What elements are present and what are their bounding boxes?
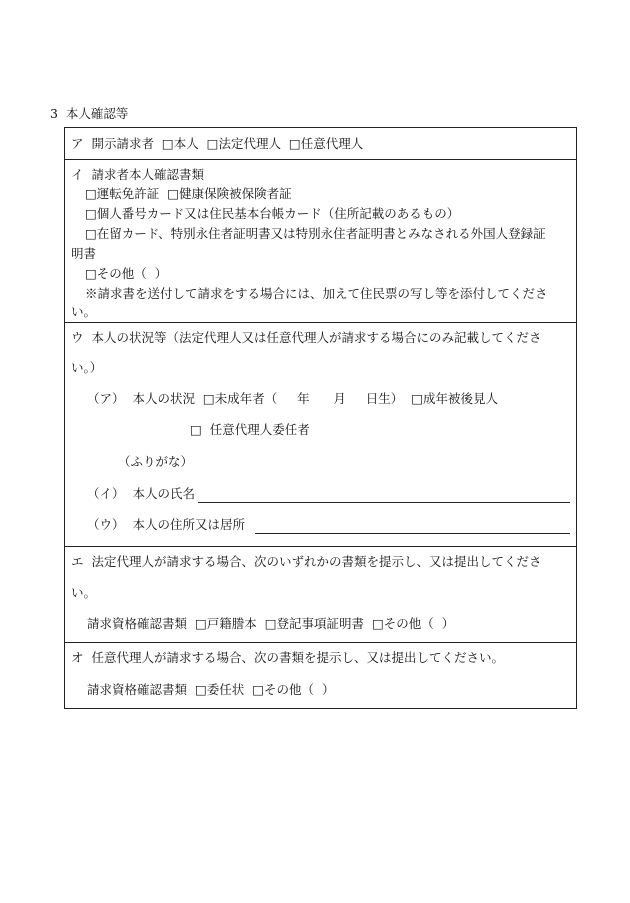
- requester-type-text: ア 開示請求者 □本人 □法定代理人 □任意代理人: [71, 136, 364, 151]
- voluntary-agent-row: [65, 643, 576, 708]
- person-status-line: （ア） 本人の状況 □未成年者（ 年 月 日生） □成年被後見人: [87, 391, 499, 406]
- person-address-label: （ウ） 本人の住所又は居所: [87, 517, 245, 532]
- voluntary-agent-docs: 請求資格確認書類 □委任状 □その他（ ）: [87, 682, 335, 697]
- legal-agent-heading-cont: い。: [71, 585, 97, 600]
- person-status-row: [65, 323, 576, 547]
- id-documents-row: [65, 160, 576, 323]
- identity-verification-table: [64, 127, 577, 709]
- legal-agent-docs: 請求資格確認書類 □戸籍謄本 □登記事項証明書 □その他（ ）: [87, 616, 455, 631]
- id-doc-line-license: □運転免許証 □健康保険被保険者証: [85, 186, 292, 201]
- person-status-heading-cont: い。）: [71, 360, 103, 375]
- id-doc-line-residence-card: □在留カード、特別永住者証明書又は特別永住者証明書とみなされる外国人登録証: [85, 226, 546, 241]
- person-address-underline: [255, 533, 570, 534]
- id-doc-note-cont: い。: [71, 304, 97, 319]
- id-doc-line-residence-card-cont: 明書: [71, 246, 97, 261]
- person-name-label: （イ） 本人の氏名: [87, 486, 195, 501]
- legal-agent-heading: エ 法定代理人が請求する場合、次のいずれかの書類を提示し、又は提出してくださ: [71, 554, 542, 569]
- person-status-line-delegator: □ 任意代理人委任者: [190, 422, 310, 437]
- id-doc-line-other: □その他（ ）: [85, 266, 168, 281]
- id-doc-line-mynumber: □個人番号カード又は住民基本台帳カード（住所記載のあるもの）: [85, 206, 460, 221]
- section-title: 3 本人確認等: [50, 106, 129, 121]
- requester-type-row: [65, 128, 576, 160]
- furigana-label: （ふりがな）: [118, 454, 194, 469]
- id-doc-note: ※請求書を送付して請求をする場合には、加えて住民票の写し等を添付してくださ: [85, 286, 548, 301]
- person-status-heading: ウ 本人の状況等（法定代理人又は任意代理人が請求する場合にのみ記載してくださ: [71, 330, 542, 345]
- person-name-underline: [198, 502, 570, 503]
- id-documents-heading: イ 請求者本人確認書類: [71, 167, 204, 182]
- voluntary-agent-heading: オ 任意代理人が請求する場合、次の書類を提示し、又は提出してください。: [71, 650, 504, 665]
- legal-agent-row: [65, 547, 576, 643]
